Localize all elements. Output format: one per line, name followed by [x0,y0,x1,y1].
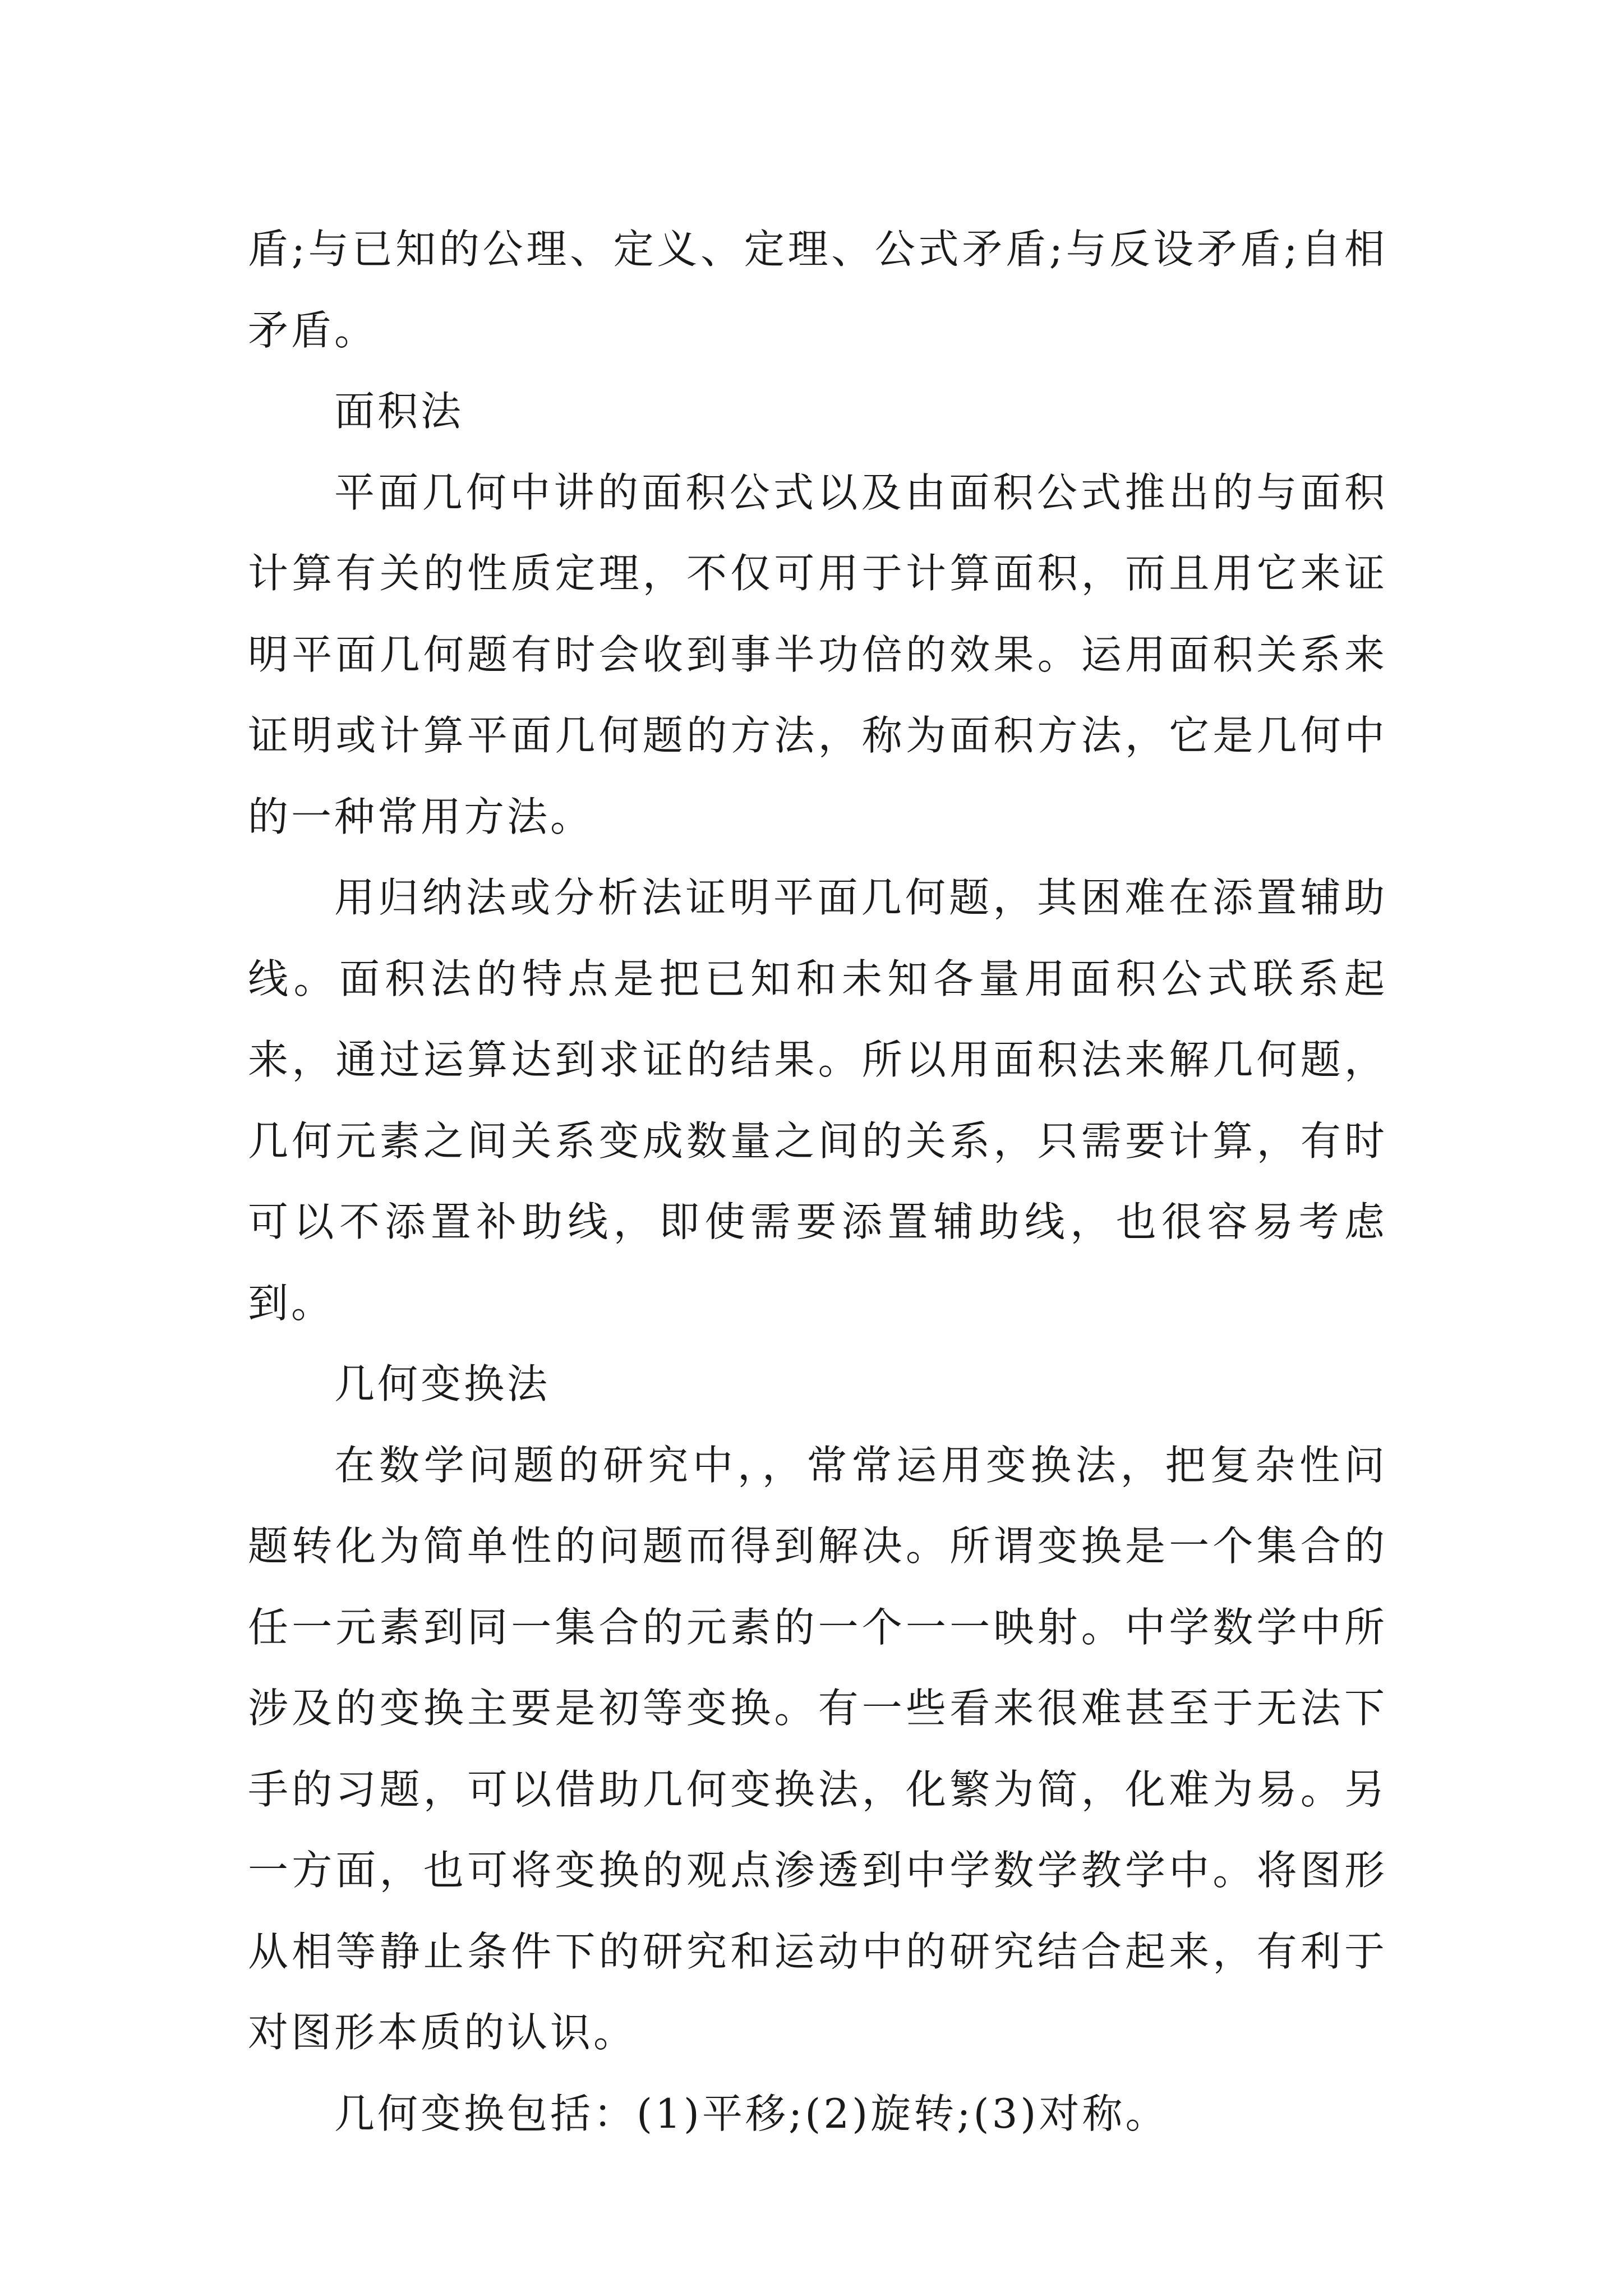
section-heading-transformation-method: 几何变换法 [334,1360,551,1407]
paragraph-area-method-features: 用归纳法或分析法证明平面几何题，其困难在添置辅助线。面积法的特点是把已知和未知各量用面积公式联系起来，通过运算达到求证的结果。所以用面积法来解几何题，几何元素之间关系变成数量之间的关系，只需要计算，有时可以不添置补助线，即使需要添置辅助线，也很容易考虑到。 [248,874,1387,1327]
paragraph-transformation: 在数学问题的研究中，，常常运用变换法，把复杂性问题转化为简单性的问题而得到解决。所谓变换是一个集合的任一元素到同一集合的元素的一个一一映射。中学数学中所涉及的变换主要是初等变换。有一些看来很难甚至于无法下手的习题，可以借助几何变换法，化繁为简，化难为易。另一方面，也可将变换的观点渗透到中学数学教学中。将图形从相等静止条件下的研究和运动中的研究结合起来，有利于对图形本质的认识。 [248,1441,1387,2056]
paragraph-area-formula: 平面几何中讲的面积公式以及由面积公式推出的与面积计算有关的性质定理，不仅可用于计算面积，而且用它来证明平面几何题有时会收到事半功倍的效果。运用面积关系来证明或计算平面几何题的方法，称为面积方法，它是几何中的一种常用方法。 [248,468,1387,840]
document-body [248,209,1387,2154]
paragraph-transformation-types: 几何变换包括：(1)平移;(2)旋转;(3)对称。 [334,2090,1169,2137]
section-heading-area-method: 面积法 [334,388,464,435]
paragraph-continuation: 盾;与已知的公理、定义、定理、公式矛盾;与反设矛盾;自相矛盾。 [248,226,1387,354]
